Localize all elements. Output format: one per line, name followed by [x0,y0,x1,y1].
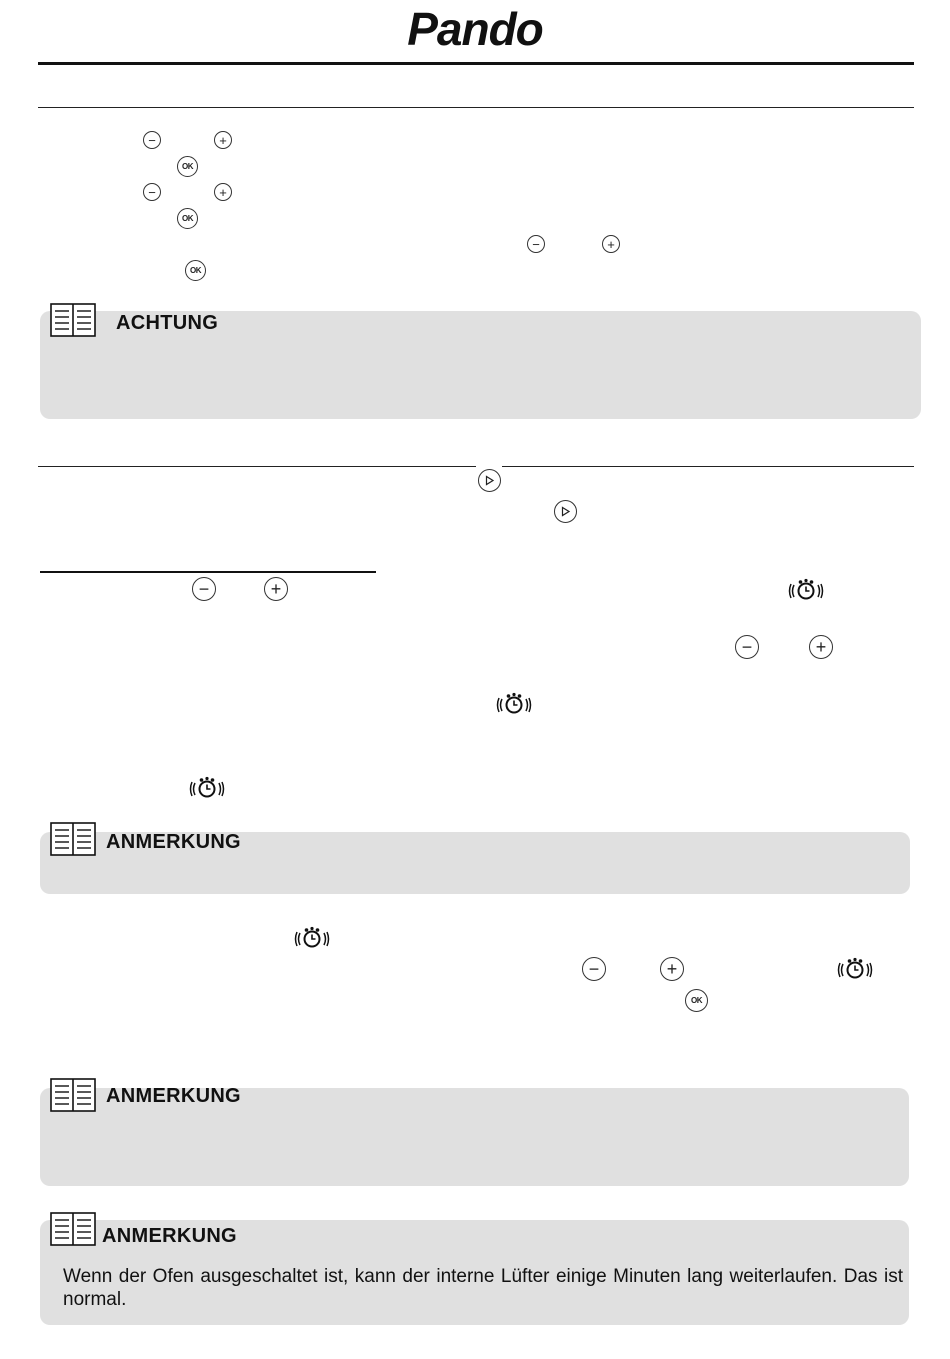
section-divider [502,466,914,467]
header-rule [38,62,914,65]
minus-icon: − [143,183,161,201]
play-icon [554,500,577,523]
minus-icon: − [143,131,161,149]
notice-title: ACHTUNG [116,312,219,334]
plus-icon: + [214,131,232,149]
alarm-clock-icon [294,926,330,950]
play-icon [478,469,501,492]
notice-title: ANMERKUNG [106,831,241,853]
plus-icon: + [809,635,833,659]
section-divider [38,107,914,108]
section-divider [38,466,476,467]
book-icon [50,1078,96,1112]
minus-icon: − [192,577,216,601]
book-icon [50,822,96,856]
minus-icon: − [527,235,545,253]
plus-icon: + [660,957,684,981]
notice-title: ANMERKUNG [102,1225,237,1247]
minus-icon: − [582,957,606,981]
minus-icon: − [735,635,759,659]
alarm-clock-icon [189,776,225,800]
alarm-clock-icon [788,578,824,602]
alarm-clock-icon [496,692,532,716]
subsection-underline [40,571,376,573]
book-icon [50,1212,96,1246]
alarm-clock-icon [837,957,873,981]
notice-title: ANMERKUNG [106,1085,241,1107]
notice-text: Wenn der Ofen ausgeschaltet ist, kann der interne Lüfter einige Minuten lang weiterlaufen. Das ist normal. [63,1266,903,1310]
book-icon [50,303,96,337]
plus-icon: + [264,577,288,601]
ok-icon: OK [177,156,198,177]
plus-icon: + [214,183,232,201]
brand-logo: Pando [407,3,543,55]
ok-icon: OK [177,208,198,229]
ok-icon: OK [185,260,206,281]
ok-icon: OK [685,989,708,1012]
plus-icon: + [602,235,620,253]
